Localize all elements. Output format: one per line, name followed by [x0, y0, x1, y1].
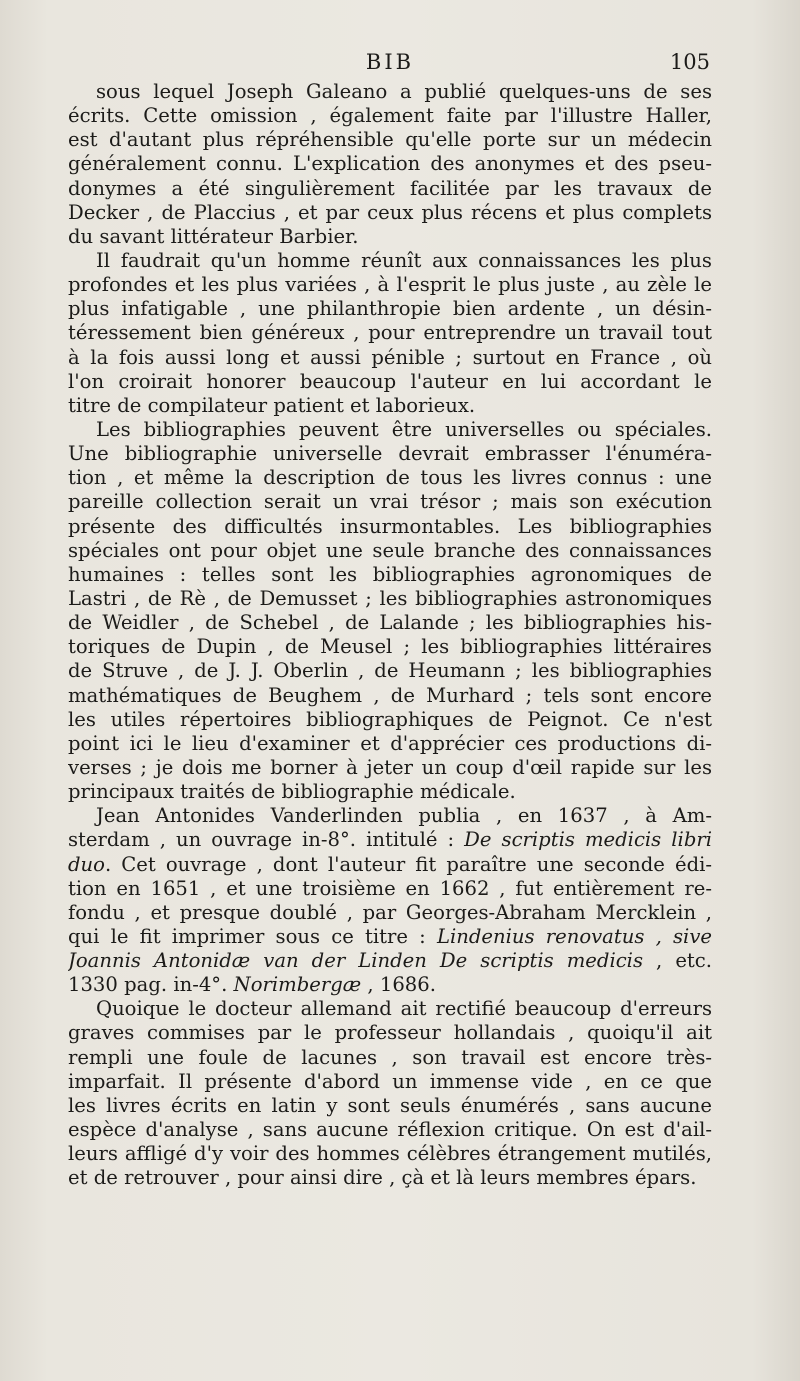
text-line [68, 346, 712, 370]
text-run: les livres écrits en latin y sont seuls énumérés , sans aucune [68, 1093, 712, 1117]
text-run: de Struve , de J. J. Oberlin , de Heumann ; les bibliographies [68, 659, 712, 683]
text-run: tion , et même la description de tous les livres connus : une [68, 466, 712, 490]
text-run: du savant littérateur Barbier. [68, 224, 359, 248]
text-line [68, 273, 712, 297]
italic-text: Joannis Antonidæ van der Linden De scriptis medicis [68, 949, 644, 973]
text-line [68, 659, 712, 683]
text-line [68, 1166, 712, 1190]
text-line [68, 442, 712, 466]
text-run: Les bibliographies peuvent être universelles ou spéciales. [96, 417, 712, 441]
italic-text: De scriptis medicis libri [464, 828, 712, 852]
italic-text: Lindenius renovatus , sive [436, 924, 712, 948]
text-line [68, 684, 712, 708]
text-line [68, 828, 712, 852]
text-run: mathématiques de Beughem , de Murhard ; tels sont encore [68, 683, 712, 707]
text-run: Il faudrait qu'un homme réunît aux connaissances les plus [96, 248, 712, 272]
paragraph [68, 997, 712, 1190]
italic-text: Norimbergæ [233, 973, 362, 997]
text-run: verses ; je dois me borner à jeter un coup d'œil rapide sur les [68, 755, 712, 779]
text-line [68, 104, 712, 128]
text-run: téressement bien généreux , pour entreprendre un travail tout [68, 321, 712, 345]
text-run: titre de compilateur patient et laborieux. [68, 393, 476, 417]
text-line [68, 949, 712, 973]
text-run: tion en 1651 , et une troisième en 1662 , fut entièrement re- [68, 876, 712, 900]
text-run: plus infatigable , une philanthropie bien ardente , un désin- [68, 297, 712, 321]
text-run: et de retrouver , pour ainsi dire , çà et là leurs membres épars. [68, 1166, 697, 1190]
text-line [68, 756, 712, 780]
text-run: à la fois aussi long et aussi pénible ; surtout en France , où [68, 345, 712, 369]
text-run: spéciales ont pour objet une seule branche des connaissances [68, 538, 712, 562]
text-run: humaines : telles sont les bibliographies agronomiques de [68, 562, 712, 586]
text-line [68, 225, 712, 249]
text-line [68, 201, 712, 225]
text-line [68, 152, 712, 176]
text-run: , 1686. [361, 973, 436, 997]
text-line [68, 297, 712, 321]
text-line [68, 635, 712, 659]
text-run: Jean Antonides Vanderlinden publia , en 1637 , à Am- [96, 804, 712, 828]
text-run: . Cet ouvrage , dont l'auteur fit paraître une seconde édi- [104, 852, 712, 876]
text-run: point ici le lieu d'examiner et d'apprécier ces productions di- [68, 731, 712, 755]
text-run: toriques de Dupin , de Meusel ; les bibliographies littéraires [68, 635, 712, 659]
text-run: qui le fit imprimer sous ce titre : [68, 924, 437, 948]
paragraph [68, 418, 712, 804]
text-line [68, 973, 712, 997]
text-line [68, 490, 712, 514]
text-line [68, 1118, 712, 1142]
text-run: profondes et les plus variées , à l'esprit le plus juste , au zèle le [68, 273, 712, 297]
page-body-text [68, 80, 712, 1190]
page-number: 105 [669, 50, 710, 74]
text-run: écrits. Cette omission , également faite par l'illustre Haller, [68, 104, 712, 128]
text-line [68, 128, 712, 152]
text-line [68, 177, 712, 201]
text-run: les utiles répertoires bibliographiques de Peignot. Ce n'est [68, 707, 712, 731]
text-line [68, 732, 712, 756]
text-line [68, 80, 712, 104]
text-run: Decker , de Placcius , et par ceux plus récens et plus complets [68, 200, 712, 224]
text-line [68, 853, 712, 877]
text-run: graves commises par le professeur hollandais , quoiqu'il ait [68, 1021, 712, 1045]
text-run: espèce d'analyse , sans aucune réflexion critique. On est d'ail- [68, 1118, 712, 1142]
text-line [68, 804, 712, 828]
text-run: présente des difficultés insurmontables. Les bibliographies [68, 514, 712, 538]
text-line [68, 370, 712, 394]
text-run: rempli une foule de lacunes , son travail est encore très- [68, 1045, 712, 1069]
text-line [68, 611, 712, 635]
paragraph [68, 80, 712, 249]
text-run: , etc. [643, 949, 712, 973]
text-run: imparfait. Il présente d'abord un immense vide , en ce que [68, 1069, 712, 1093]
paragraph [68, 249, 712, 418]
text-line [68, 1094, 712, 1118]
text-line [68, 515, 712, 539]
text-line [68, 925, 712, 949]
text-line [68, 418, 712, 442]
text-run: sous lequel Joseph Galeano a publié quelques-uns de ses [96, 80, 712, 103]
text-run: donymes a été singulièrement facilitée par les travaux de [68, 176, 712, 200]
text-line [68, 901, 712, 925]
text-line [68, 877, 712, 901]
text-line [68, 587, 712, 611]
text-line [68, 780, 712, 804]
text-line [68, 1070, 712, 1094]
text-line [68, 249, 712, 273]
text-run: 1330 pag. in-4°. [68, 973, 234, 997]
paragraph [68, 804, 712, 997]
text-run: pareille collection serait un vrai trésor ; mais son exécution [68, 490, 712, 514]
text-run: sterdam , un ouvrage in-8°. intitulé : [68, 828, 465, 852]
running-title: BIB [365, 50, 415, 74]
text-run: Lastri , de Rè , de Demusset ; les bibliographies astronomiques [68, 586, 712, 610]
text-run: Quoique le docteur allemand ait rectifié beaucoup d'erreurs [96, 997, 712, 1021]
text-line [68, 997, 712, 1021]
text-run: leurs affligé d'y voir des hommes célèbres étrangement mutilés, [68, 1142, 712, 1166]
text-run: Une bibliographie universelle devrait embrasser l'énuméra- [68, 442, 712, 466]
text-line [68, 539, 712, 563]
text-run: généralement connu. L'explication des anonymes et des pseu- [68, 152, 712, 176]
text-line [68, 708, 712, 732]
text-line [68, 1021, 712, 1045]
text-run: fondu , et presque doublé , par Georges-Abraham Mercklein , [68, 900, 712, 924]
italic-text: duo [68, 852, 105, 876]
text-line [68, 466, 712, 490]
page-header [70, 50, 710, 82]
text-line [68, 563, 712, 587]
text-run: l'on croirait honorer beaucoup l'auteur en lui accordant le [68, 369, 712, 393]
text-run: est d'autant plus répréhensible qu'elle porte sur un médecin [68, 128, 712, 152]
text-line [68, 321, 712, 345]
text-line [68, 1142, 712, 1166]
text-run: principaux traités de bibliographie médicale. [68, 780, 516, 804]
text-line [68, 1046, 712, 1070]
text-run: de Weidler , de Schebel , de Lalande ; les bibliographies his- [68, 611, 712, 635]
text-line [68, 394, 712, 418]
